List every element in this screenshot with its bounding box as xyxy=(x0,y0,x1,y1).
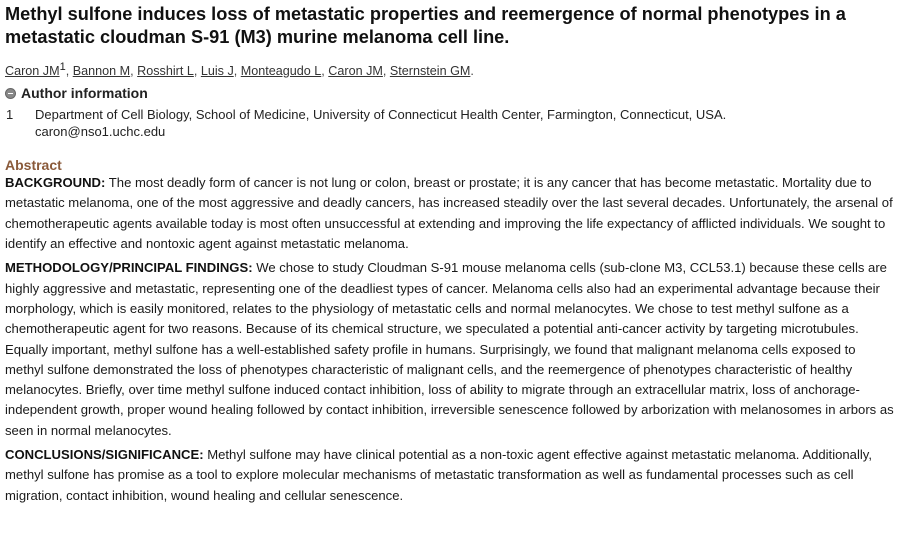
affiliation-number: 1 xyxy=(6,107,14,123)
affiliation-email: caron@nso1.uchc.edu xyxy=(35,124,166,140)
affiliation-body xyxy=(35,106,726,140)
author-affiliation-marker: 1 xyxy=(59,61,66,73)
article-title: Methyl sulfone induces loss of metastatic properties and reemergence of normal phenotypes in a metastatic cloudman S-91 (M3) murine melanoma cell line. xyxy=(5,4,846,47)
author-link[interactable]: Rosshirt L xyxy=(137,64,194,79)
affiliation xyxy=(5,106,896,140)
section-text: We chose to study Cloudman S-91 mouse melanoma cells (sub-clone M3, CCL53.1) because these cells are highly aggressive and metastatic, representing one of the deadliest types of cancer. Melanoma cells also had an experimental advantage because their morphology, which is easily monitored, relates to the physiology of metastatic cells and normal melanocytes. We chose to test methyl sulfone as a chemotherapeutic agent for two reasons. Because of its chemical structure, we speculated a potential anti-cancer activity by targeting microtubules. Equally important, methyl sulfone has a well-established safety profile in humans. Surprisingly, we found that malignant melanoma cells exposed to methyl sulfone demonstrated the loss of phenotypes characteristic of malignant cells, and the reemergence of phenotypes characteristic of healthy melanocytes. Briefly, over time methyl sulfone induced contact inhibition, loss of ability to migrate through an extracellular matrix, loss of anchorage-independent growth, proper wound healing followed by contact inhibition, irreversible senescence followed by arborization with melanosomes in arbors as seen in normal melanocytes. xyxy=(5,260,894,438)
section-label: METHODOLOGY/PRINCIPAL FINDINGS: xyxy=(5,260,253,276)
author-link[interactable]: Caron JM xyxy=(5,64,60,79)
author-link[interactable]: Sternstein GM xyxy=(389,64,471,79)
author-link[interactable]: Caron JM xyxy=(328,64,383,79)
section-text: Methyl sulfone may have clinical potential as a non-toxic agent effective against metastatic melanoma. Additionally, methyl sulfone has promise as a tool to explore molecular mechanisms of metastatic transformation as well as fundamental processes such as cell migration, contact inhibition, wound healing and cellular senescence. xyxy=(5,447,872,503)
abstract-background xyxy=(5,173,896,254)
author-link[interactable]: Bannon M xyxy=(72,64,131,79)
abstract-heading: Abstract xyxy=(5,157,62,174)
affiliation-text: Department of Cell Biology, School of Medicine, University of Connecticut Health Center, Farmington, Connecticut, USA. xyxy=(35,107,727,123)
author-information-label: Author information xyxy=(21,85,148,102)
author-link[interactable]: Luis J xyxy=(200,64,234,79)
author-link[interactable]: Monteagudo L xyxy=(240,64,322,79)
section-text: The most deadly form of cancer is not lung or colon, breast or prostate; it is any cancer that has become metastatic. Mortality due to metastatic melanoma, one of the most aggressive and deadly cancers, has increased steadily over the last several decades. Unfortunately, the arsenal of chemotherapeutic agents available today is most often unsuccessful at extending and improving the life expectancy of afflicted individuals. We sought to identify an effective and nontoxic agent against metastatic melanoma. xyxy=(5,175,893,252)
section-label: BACKGROUND: xyxy=(5,175,106,191)
collapse-minus-icon[interactable] xyxy=(5,88,16,99)
abstract-methodology xyxy=(5,258,896,441)
author-information-toggle[interactable] xyxy=(5,84,896,102)
section-label: CONCLUSIONS/SIGNIFICANCE: xyxy=(5,447,204,463)
abstract-conclusions xyxy=(5,445,896,506)
author-list: Caron $JM^1$, Bannon M, Rosshirt L, Luis J, Monteagudo L, Caron JM, Sternstein GM. xyxy=(5,61,474,79)
